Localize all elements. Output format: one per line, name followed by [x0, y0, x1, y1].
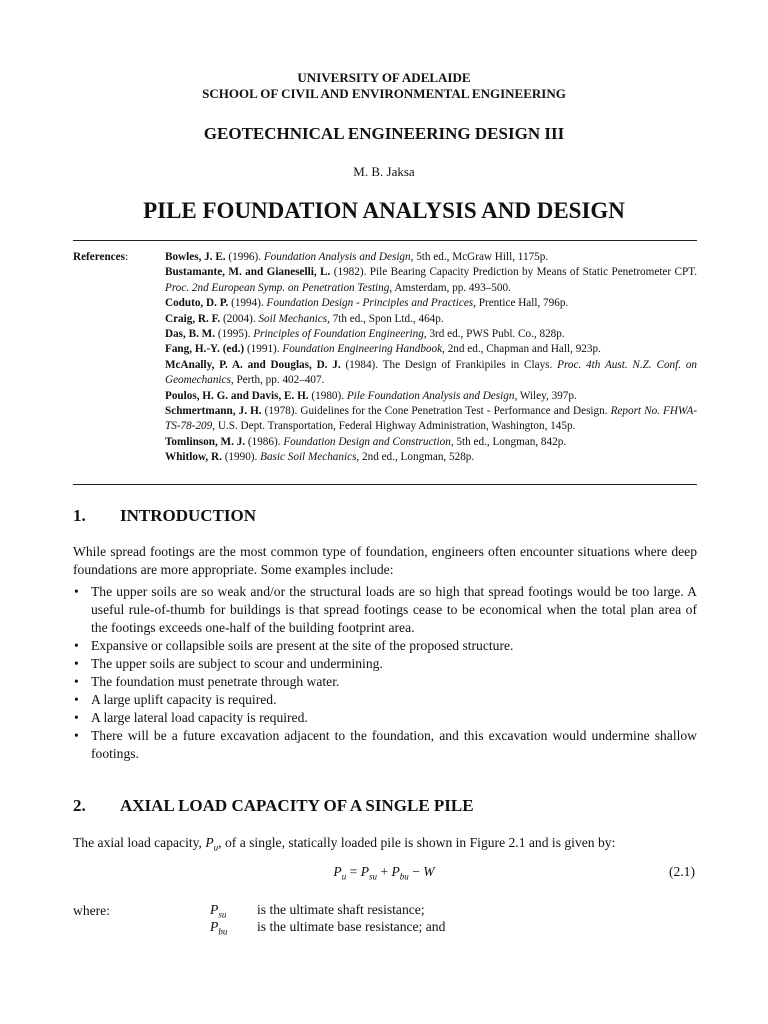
institution-header	[0, 70, 768, 102]
definition-psu: is the ultimate shaft resistance;	[257, 902, 425, 917]
capacity-paragraph: The axial load capacity, $P_u$, of a single, statically loaded pile is shown in Figure 2.1 and is given by:	[73, 835, 616, 853]
definition-pbu: is the ultimate base resistance; and	[257, 919, 446, 934]
document-title: PILE FOUNDATION ANALYSIS AND DESIGN	[143, 198, 625, 223]
examples-list	[73, 583, 697, 763]
list-item: • The upper soils are so weak and/or the structural loads are so high that spread footings would be too large. A useful rule-of-thumb for buildings is that spread footings cease to be economical when the total plan area of the footings exceeds one-half of the building footprint area.	[73, 583, 697, 637]
reference-entry: Das, B. M. (1995). Principles of Foundation Engineering, 3rd ed., PWS Publ. Co., 828p.	[165, 328, 565, 341]
reference-entry: Schmertmann, J. H. (1978). Guidelines for the Cone Penetration Test - Performance and Design. Report No. FHWA-TS-78-209, U.S. Dept. Transportation, Federal Highway Administration, Washington, 145p.	[165, 405, 698, 433]
section-number: 1.	[73, 506, 86, 525]
list-item: • A large lateral load capacity is required.	[73, 709, 697, 727]
reference-entry: McAnally, P. A. and Douglas, D. J. (1984). The Design of Frankipiles in Clays. Proc. 4th Aust. N.Z. Conf. on Geomechanics, Perth, pp. 402–407.	[165, 358, 698, 387]
list-item: • A large uplift capacity is required.	[73, 691, 697, 709]
where-label: where:	[73, 903, 110, 918]
list-item: • There will be a future excavation adjacent to the foundation, and this excavation would undermine shallow footings.	[73, 727, 697, 763]
top-divider	[73, 240, 697, 241]
reference-entry: Coduto, D. P. (1994). Foundation Design - Principles and Practices, Prentice Hall, 796p.	[165, 297, 569, 310]
references-divider	[73, 484, 697, 485]
references-label: References:	[73, 251, 129, 263]
section-number: 2.	[73, 796, 86, 815]
equation-2-1: $P_u = P_{su} + P_{bu} - W$	[333, 864, 435, 882]
list-item: • The upper soils are subject to scour and undermining.	[73, 655, 697, 673]
symbol-psu: $P_{su}$	[210, 902, 227, 920]
section-title: AXIAL LOAD CAPACITY OF A SINGLE PILE	[120, 796, 474, 815]
school-name: SCHOOL OF CIVIL AND ENVIRONMENTAL ENGINEERING	[202, 86, 566, 101]
symbol-pu: $P_u$	[205, 835, 219, 853]
list-item: • Expansive or collapsible soils are present at the site of the proposed structure.	[73, 637, 697, 655]
reference-entry: Bowles, J. E. (1996). Foundation Analysis and Design, 5th ed., McGraw Hill, 1175p.	[165, 251, 549, 263]
reference-entry: Tomlinson, M. J. (1986). Foundation Design and Construction, 5th ed., Longman, 842p.	[165, 435, 567, 448]
reference-entry: Poulos, H. G. and Davis, E. H. (1980). Pile Foundation Analysis and Design, Wiley, 397p.	[165, 389, 577, 402]
author-name: M. B. Jaksa	[353, 164, 415, 179]
section-1-heading	[73, 506, 256, 526]
reference-entry: Whitlow, R. (1990). Basic Soil Mechanics, 2nd ed., Longman, 528p.	[165, 451, 475, 464]
reference-entry: Fang, H.-Y. (ed.) (1991). Foundation Engineering Handbook, 2nd ed., Chapman and Hall, 923p.	[165, 343, 601, 356]
section-title: INTRODUCTION	[120, 506, 257, 525]
references-list	[165, 250, 697, 466]
reference-entry: Bustamante, M. and Gianeselli, L. (1982). Pile Bearing Capacity Prediction by Means of Static Penetrometer CPT. Proc. 2nd European Symp. on Penetration Testing, Amsterdam, pp. 493–500.	[165, 266, 698, 294]
equation-number: (2.1)	[668, 864, 695, 879]
section-2-heading	[73, 796, 474, 816]
symbol-pbu: $P_{bu}$	[210, 919, 228, 937]
reference-entry: Craig, R. F. (2004). Soil Mechanics, 7th ed., Spon Ltd., 464p.	[165, 312, 444, 325]
intro-paragraph: While spread footings are the most common type of foundation, engineers often encounter situations where deep foundations are more appropriate. Some examples include:	[73, 544, 697, 577]
list-item: • The foundation must penetrate through water.	[73, 673, 697, 691]
university-name: UNIVERSITY OF ADELAIDE	[297, 70, 471, 85]
course-title: GEOTECHNICAL ENGINEERING DESIGN III	[203, 124, 565, 143]
